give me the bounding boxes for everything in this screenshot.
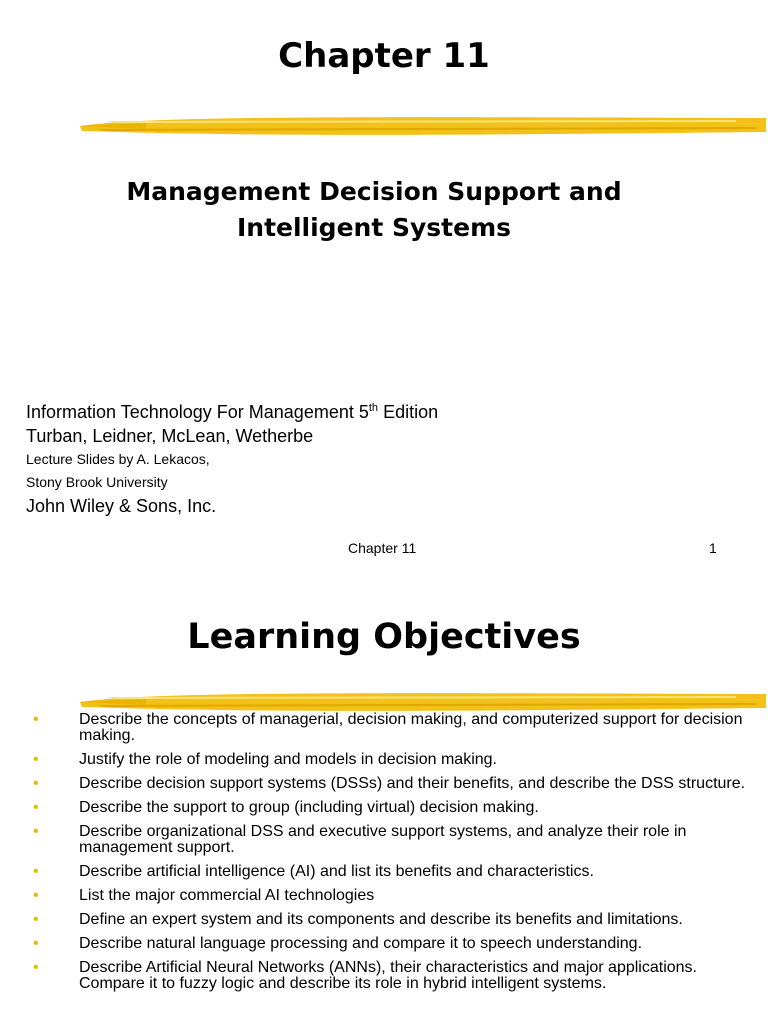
objective-item bbox=[0, 960, 768, 992]
bullet-icon: • bbox=[33, 823, 39, 840]
credits-block bbox=[26, 396, 438, 518]
footer-page-number: 1 bbox=[709, 540, 717, 556]
objective-text: List the major commercial AI technologies bbox=[79, 887, 375, 904]
objective-item bbox=[0, 712, 768, 744]
bullet-icon: • bbox=[33, 863, 39, 880]
objective-text: Describe the support to group (including virtual) decision making. bbox=[79, 799, 539, 816]
bullet-icon: • bbox=[33, 799, 39, 816]
objective-item bbox=[0, 752, 768, 768]
objective-text: Describe organizational DSS and executive support systems, and analyze their role in management support. bbox=[79, 823, 687, 856]
chapter-title: Chapter 11 bbox=[278, 36, 490, 76]
objective-item bbox=[0, 936, 768, 952]
objective-item bbox=[0, 824, 768, 856]
publisher: John Wiley & Sons, Inc. bbox=[26, 496, 217, 516]
bullet-icon: • bbox=[33, 959, 39, 976]
yellow-brush-divider bbox=[76, 113, 768, 139]
bullet-icon: • bbox=[33, 751, 39, 768]
university: Stony Brook University bbox=[26, 474, 168, 490]
edition-superscript: th bbox=[368, 402, 379, 414]
objective-item bbox=[0, 912, 768, 928]
lecture-credit: Lecture Slides by A. Lekacos, bbox=[26, 451, 210, 467]
objectives-title: Learning Objectives bbox=[187, 617, 581, 657]
objective-item bbox=[0, 800, 768, 816]
objective-text: Describe Artificial Neural Networks (ANNs), their characteristics and major applications. Compare it to fuzzy logic and describe its role in hybrid intelligent systems. bbox=[79, 959, 697, 992]
objective-item bbox=[0, 864, 768, 880]
bullet-icon: • bbox=[33, 775, 39, 792]
objective-text: Describe artificial intelligence (AI) and list its benefits and characteristics. bbox=[79, 863, 594, 880]
objective-text: Justify the role of modeling and models in decision making. bbox=[79, 751, 497, 768]
authors: Turban, Leidner, McLean, Wetherbe bbox=[26, 426, 314, 446]
objective-text: Describe natural language processing and compare it to speech understanding. bbox=[79, 935, 643, 952]
subtitle-line-2: Intelligent Systems bbox=[236, 213, 512, 242]
bullet-icon: • bbox=[33, 911, 39, 928]
objective-item bbox=[0, 888, 768, 904]
book-edition-text: Edition bbox=[378, 402, 439, 422]
bullet-icon: • bbox=[33, 935, 39, 952]
objective-text: Define an expert system and its components and describe its benefits and limitations. bbox=[79, 911, 683, 928]
objective-text: Describe the concepts of managerial, decision making, and computerized support for decision making. bbox=[79, 711, 743, 744]
book-title bbox=[26, 396, 438, 424]
footer-chapter: Chapter 11 bbox=[348, 540, 417, 556]
objective-text: Describe decision support systems (DSSs) and their benefits, and describe the DSS structure. bbox=[79, 775, 746, 792]
bullet-icon: • bbox=[33, 887, 39, 904]
objectives-list bbox=[0, 712, 768, 1000]
objectives-slide bbox=[0, 576, 768, 1024]
bullet-icon: • bbox=[33, 711, 39, 728]
subtitle-line-1: Management Decision Support and bbox=[126, 177, 622, 206]
book-title-text: Information Technology For Management 5 bbox=[26, 402, 369, 422]
objective-item bbox=[0, 776, 768, 792]
